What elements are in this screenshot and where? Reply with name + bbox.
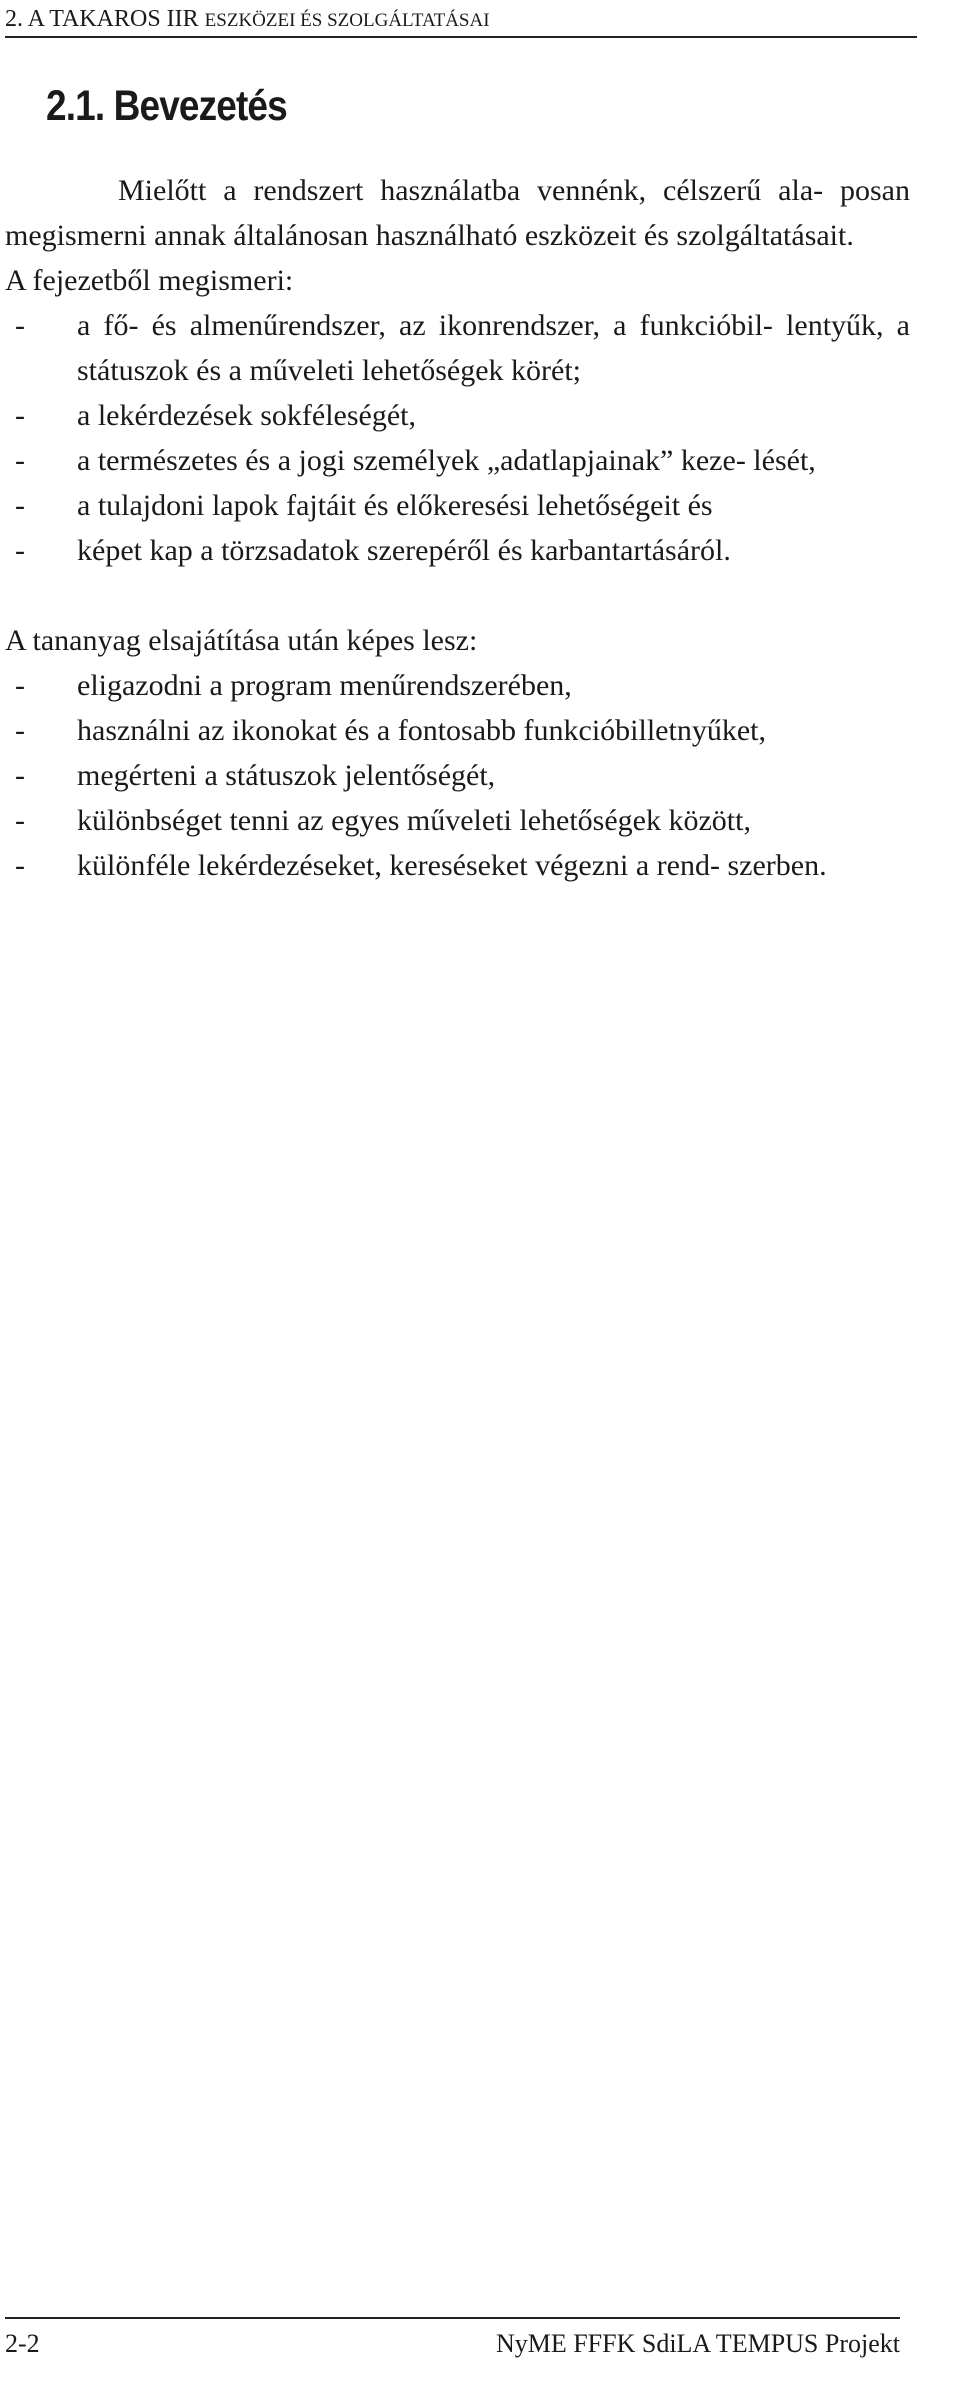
list-dash: - (15, 804, 25, 837)
list-dash: - (15, 489, 25, 522)
list-item (5, 708, 910, 753)
list-item (5, 753, 910, 798)
learning-outcomes-lead: A tananyag elsajátítása után képes lesz: (5, 624, 478, 657)
running-head-subtitle: ESZKÖZEI ÉS SZOLGÁLTATÁSAI (204, 10, 490, 31)
list-item (5, 393, 910, 438)
intro-paragraph: Mielőtt a rendszert használatba vennénk, célszerű ala- posan megismerni annak általánosan használható eszközeit és szolgáltatásait. (5, 174, 910, 252)
list-dash: - (15, 849, 25, 882)
learning-outcomes-list (5, 663, 910, 888)
list-item-text: a lekérdezések sokféleségét, (77, 399, 416, 432)
list-item (5, 303, 910, 393)
list-item-text: különféle lekérdezéseket, kereséseket végezni a rend- szerben. (77, 849, 827, 882)
list-item (5, 663, 910, 708)
page-number: 2-2 (5, 2329, 40, 2358)
list-item (5, 798, 910, 843)
list-item-text: a tulajdoni lapok fajtáit és előkeresési lehetőségeit és (77, 489, 713, 522)
list-dash: - (15, 309, 25, 342)
list-item-text: a természetes és a jogi személyek „adatlapjainak” keze- lését, (77, 444, 816, 477)
chapter-goals-list (5, 303, 910, 573)
list-item-text: eligazodni a program menűrendszerében, (77, 669, 572, 702)
list-item (5, 528, 910, 573)
list-item-text: megérteni a státuszok jelentőségét, (77, 759, 496, 792)
section-title: 2.1. Bevezetés (46, 82, 287, 130)
list-dash: - (15, 444, 25, 477)
page-footer (5, 2317, 900, 2358)
list-dash: - (15, 714, 25, 747)
list-item-text: használni az ikonokat és a fontosabb funkcióbilletnyűket, (77, 714, 766, 747)
list-item (5, 438, 910, 483)
chapter-goals-lead: A fejezetből megismeri: (5, 264, 294, 297)
list-item-text: képet kap a törzsadatok szerepéről és karbantartásáról. (77, 534, 731, 567)
list-dash: - (15, 399, 25, 432)
list-dash: - (15, 759, 25, 792)
project-name: NyME FFFK SdiLA TEMPUS Projekt (495, 2329, 900, 2358)
page-body (5, 168, 910, 888)
list-item-text: különbséget tenni az egyes műveleti lehetőségek között, (77, 804, 751, 837)
running-head (5, 2, 917, 38)
paragraph-spacer (5, 573, 910, 618)
running-head-chapter: 2. A TAKAROS IIR (5, 6, 199, 32)
list-item-text: a fő- és almenűrendszer, az ikonrendszer, a funkcióbil- lentyűk, a státuszok és a műveleti lehetőségek körét; (77, 309, 910, 387)
list-dash: - (15, 669, 25, 702)
list-item (5, 483, 910, 528)
list-dash: - (15, 534, 25, 567)
list-item (5, 843, 910, 888)
